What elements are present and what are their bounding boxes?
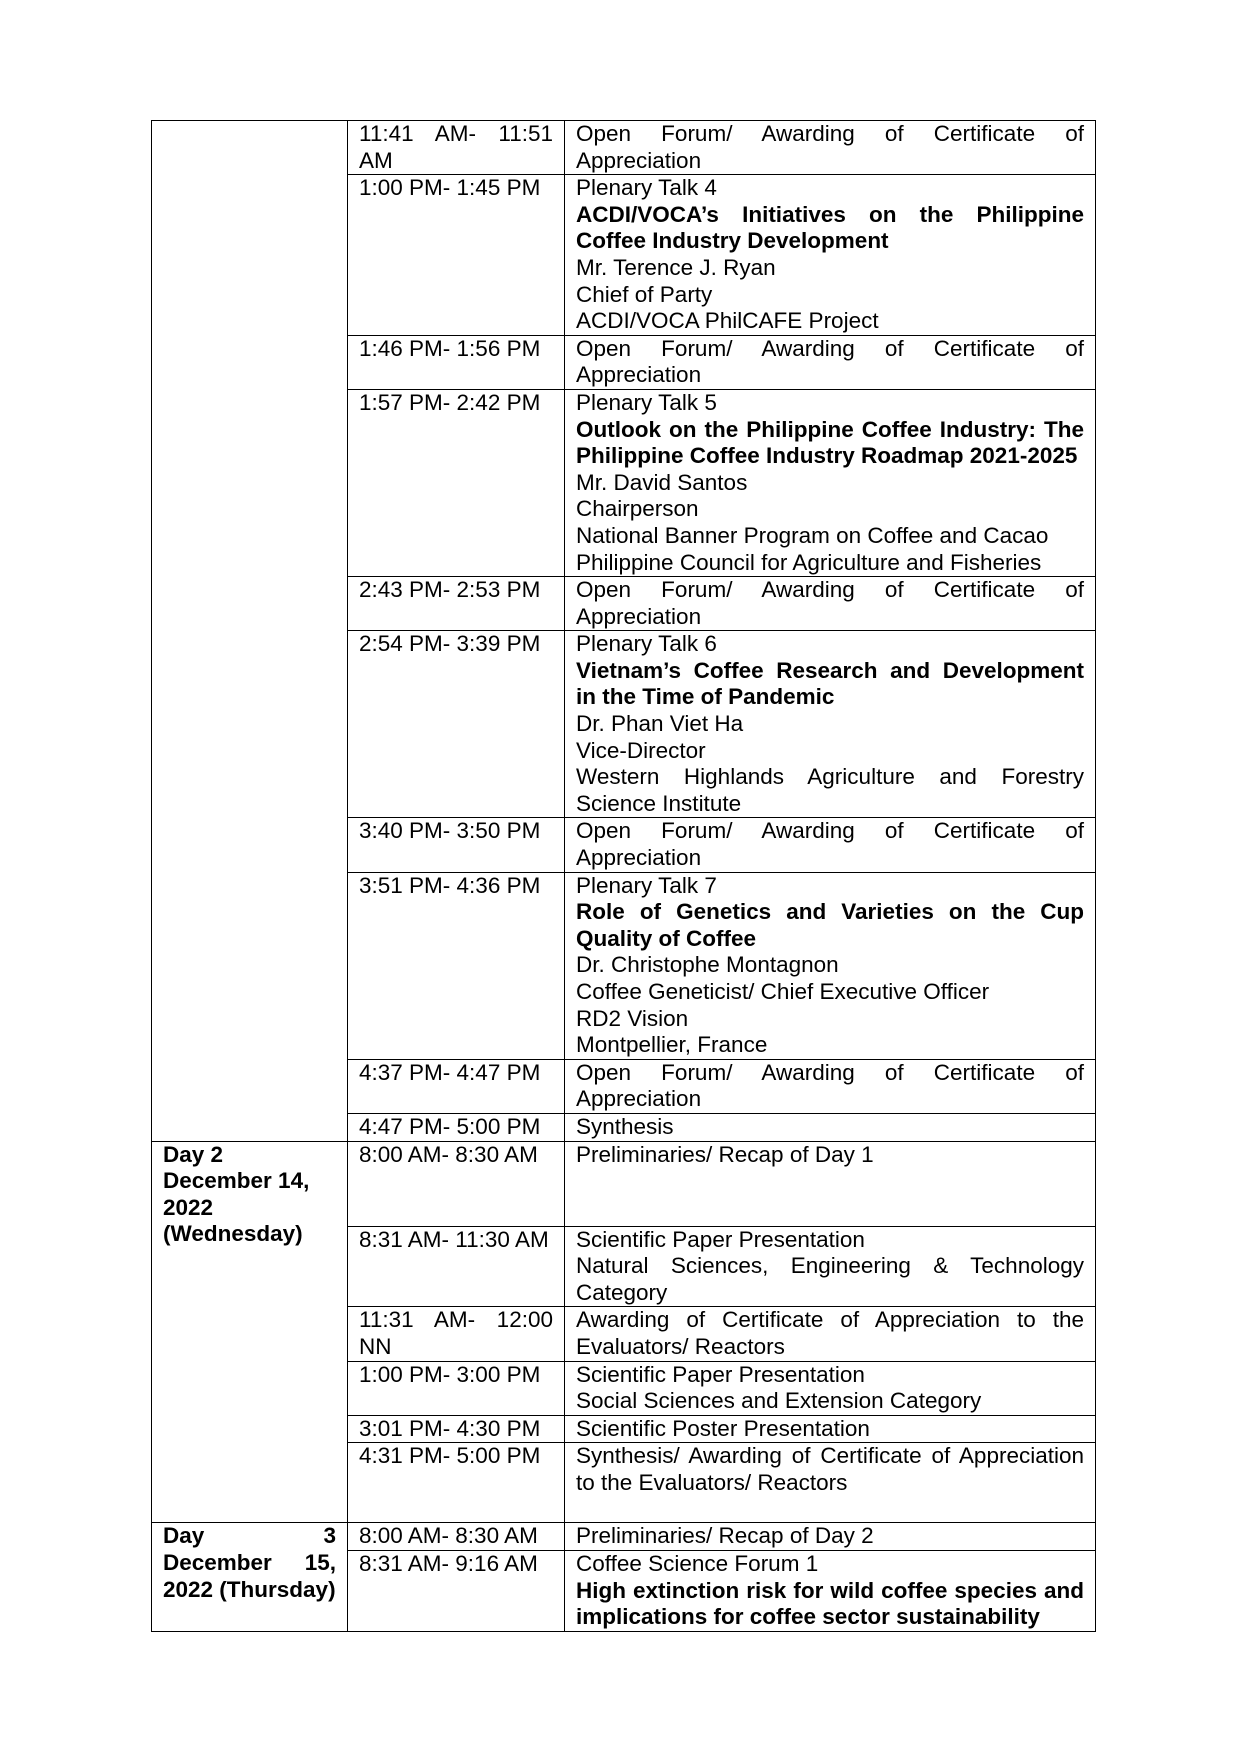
forum-title: High extinction risk for wild coffee species and implications for coffee sector sustainability — [576, 1577, 1084, 1630]
time-cell: 1:46 PM- 1:56 PM — [348, 335, 565, 389]
activity-text: Open Forum/ Awarding of Certificate of Appreciation — [576, 121, 1084, 173]
activity-text: Preliminaries/ Recap of Day 2 — [576, 1523, 874, 1549]
activity-cell — [565, 1226, 1096, 1307]
activity-cell — [565, 1113, 1096, 1141]
time-cell: 1:00 PM- 1:45 PM — [348, 175, 565, 336]
schedule-row — [152, 121, 1096, 175]
time-cell: 1:57 PM- 2:42 PM — [348, 389, 565, 576]
activity-cell — [565, 1307, 1096, 1361]
talk-title: Vietnam’s Coffee Research and Development in the Time of Pandemic — [576, 657, 1084, 710]
talk-label: Plenary Talk 5 — [576, 389, 717, 415]
time-cell: 1:00 PM- 3:00 PM — [348, 1361, 565, 1415]
speaker-name: Dr. Phan Viet Ha — [576, 711, 744, 737]
activity-text: Open Forum/ Awarding of Certificate of Appreciation — [576, 1059, 1084, 1112]
speaker-position: Chairperson — [576, 496, 699, 522]
activity-text: Scientific Paper Presentation — [576, 1361, 865, 1387]
time-cell: 8:00 AM- 8:30 AM — [348, 1523, 565, 1551]
activity-category: Social Sciences and Extension Category — [576, 1388, 982, 1414]
activity-text: Awarding of Certificate of Appreciation to the Evaluators/ Reactors — [576, 1307, 1084, 1359]
speaker-affiliation: National Banner Program on Coffee and Cacao — [576, 522, 1049, 548]
schedule-row — [152, 1523, 1096, 1551]
speaker-name: Mr. Terence J. Ryan — [576, 254, 776, 280]
activity-cell — [565, 389, 1096, 576]
time-cell: 3:40 PM- 3:50 PM — [348, 818, 565, 872]
activity-cell — [565, 577, 1096, 631]
time-cell: 11:31 AM- 12:00 NN — [348, 1307, 565, 1361]
day-cell: Day 3 December 15, 2022 (Thursday) — [152, 1523, 348, 1631]
talk-label: Plenary Talk 7 — [576, 872, 717, 898]
activity-cell — [565, 631, 1096, 818]
activity-cell — [565, 175, 1096, 336]
speaker-organization: Philippine Council for Agriculture and Fisheries — [576, 549, 1042, 575]
program-schedule-table — [151, 120, 1096, 1632]
time-cell: 2:43 PM- 2:53 PM — [348, 577, 565, 631]
activity-cell — [565, 335, 1096, 389]
activity-cell — [565, 1415, 1096, 1443]
activity-cell — [565, 818, 1096, 872]
speaker-affiliation: Western Highlands Agriculture and Forestry Science Institute — [576, 764, 1084, 816]
time-cell: 3:51 PM- 4:36 PM — [348, 872, 565, 1059]
schedule-row — [152, 1141, 1096, 1226]
speaker-position: Chief of Party — [576, 281, 713, 307]
activity-cell — [565, 872, 1096, 1059]
time-cell: 8:00 AM- 8:30 AM — [348, 1141, 565, 1226]
talk-label: Plenary Talk 6 — [576, 631, 717, 657]
speaker-name: Dr. Christophe Montagnon — [576, 952, 839, 978]
talk-label: Plenary Talk 4 — [576, 175, 717, 201]
activity-text: Open Forum/ Awarding of Certificate of Appreciation — [576, 818, 1084, 871]
activity-cell — [565, 1361, 1096, 1415]
talk-title: ACDI/VOCA’s Initiatives on the Philippine Coffee Industry Development — [576, 201, 1084, 254]
activity-category: Natural Sciences, Engineering & Technology Category — [576, 1253, 1084, 1305]
day-cell-empty — [152, 121, 348, 1142]
activity-cell — [565, 1523, 1096, 1551]
activity-text: Preliminaries/ Recap of Day 1 — [576, 1141, 874, 1167]
activity-cell — [565, 1550, 1096, 1631]
time-cell: 8:31 AM- 9:16 AM — [348, 1550, 565, 1631]
activity-text: Synthesis — [576, 1113, 674, 1139]
time-cell: 3:01 PM- 4:30 PM — [348, 1415, 565, 1443]
activity-text: Scientific Poster Presentation — [576, 1415, 870, 1441]
time-cell: 4:37 PM- 4:47 PM — [348, 1059, 565, 1113]
activity-text: Open Forum/ Awarding of Certificate of Appreciation — [576, 577, 1084, 629]
time-cell: 8:31 AM- 11:30 AM — [348, 1226, 565, 1307]
speaker-position: Coffee Geneticist/ Chief Executive Officer — [576, 979, 990, 1004]
talk-title: Role of Genetics and Varieties on the Cup Quality of Coffee — [576, 899, 1084, 951]
activity-text: Synthesis/ Awarding of Certificate of Appreciation to the Evaluators/ Reactors — [576, 1443, 1084, 1495]
speaker-affiliation: ACDI/VOCA PhilCAFE Project — [576, 308, 879, 334]
activity-cell — [565, 1059, 1096, 1113]
activity-text: Open Forum/ Awarding of Certificate of Appreciation — [576, 335, 1084, 388]
forum-label: Coffee Science Forum 1 — [576, 1550, 819, 1576]
activity-cell — [565, 1443, 1096, 1523]
activity-cell — [565, 1141, 1096, 1226]
speaker-location: Montpellier, France — [576, 1032, 768, 1058]
speaker-name: Mr. David Santos — [576, 469, 748, 495]
time-cell: 4:31 PM- 5:00 PM — [348, 1443, 565, 1523]
speaker-affiliation: RD2 Vision — [576, 1005, 689, 1031]
time-cell: 4:47 PM- 5:00 PM — [348, 1113, 565, 1141]
activity-cell — [565, 121, 1096, 175]
time-cell: 2:54 PM- 3:39 PM — [348, 631, 565, 818]
activity-text: Scientific Paper Presentation — [576, 1226, 865, 1252]
speaker-position: Vice-Director — [576, 737, 706, 763]
talk-title: Outlook on the Philippine Coffee Industry: The Philippine Coffee Industry Roadmap 2021-2025 — [576, 416, 1084, 469]
time-cell: 11:41 AM- 11:51 AM — [348, 121, 565, 175]
day-cell: Day 2 December 14, 2022 (Wednesday) — [152, 1141, 348, 1523]
